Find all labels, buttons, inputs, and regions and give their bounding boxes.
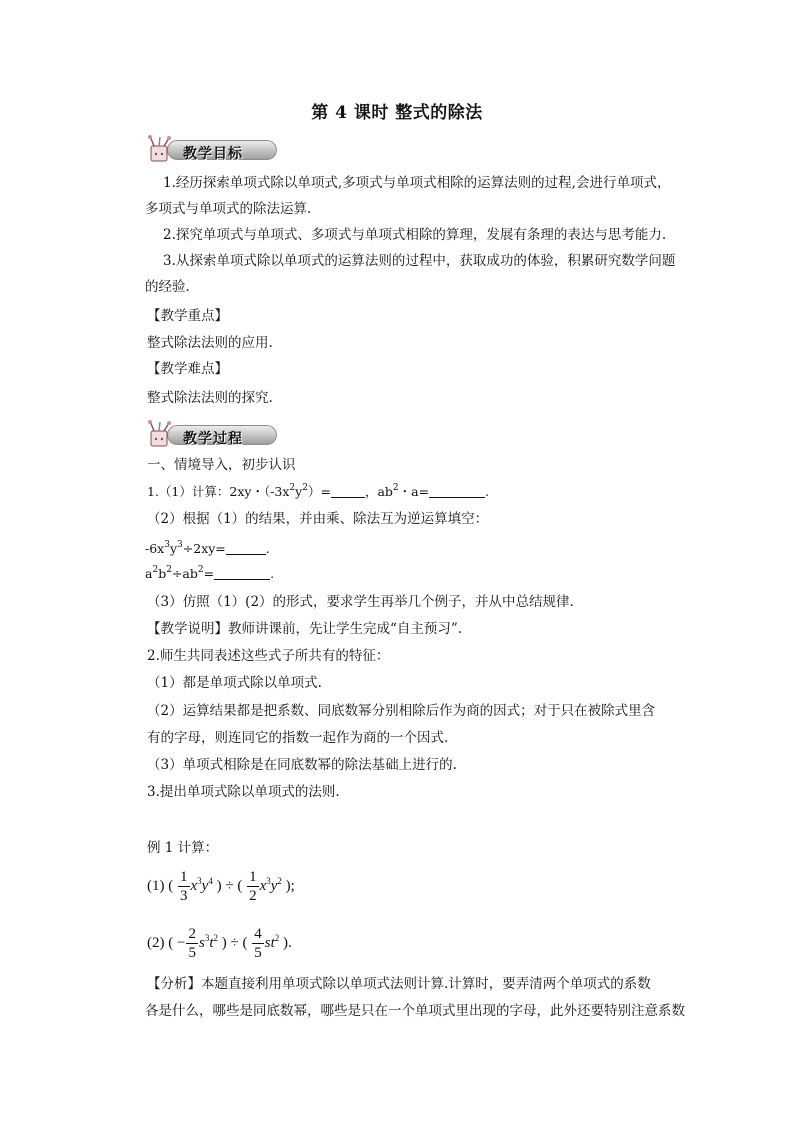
fraction-two-fifths: $\frac{2}{5}$ xyxy=(188,926,196,961)
question-2b: $a^2b^2\div ab^2=$ . xyxy=(145,565,275,581)
example-formula-2: (2) ( − $\frac{2}{5}$ $s^3t^2$ ) ÷ ( $\frac{4}{5}$ $st^2$ ). xyxy=(147,926,292,961)
process-point-2: 2.师生共同表述这些式子所共有的特征： xyxy=(147,648,390,664)
key-points-label: 【教学重点】 xyxy=(147,308,228,324)
fraction-one-half: $\frac{1}{2}$ xyxy=(249,869,257,904)
question-2a: $-6x^3y^3\div 2xy=$ . xyxy=(145,540,270,556)
goal-3-line-1: 3.从探索单项式除以单项式的运算法则的过程中，获取成功的体验，积累研究数学问题 xyxy=(163,253,676,269)
question-2: （2）根据（1）的结果，并由乘、除法互为逆运算填空： xyxy=(147,511,489,527)
question-1: 1.（1）计算：2xy・$(-3x^2y^2)=$ ，$ab^2$・a= . xyxy=(147,483,490,499)
goal-1-line-1: 1.经历探索单项式除以单项式,多项式与单项式相除的运算法则的过程,会进行单项式， xyxy=(163,175,671,191)
pencil-cup-icon xyxy=(145,419,179,449)
feature-2-line-1: （2）运算结果都是把系数、同底数幂分别相除后作为商的因式；对于只在被除式里含 xyxy=(147,703,656,719)
feature-2-line-2: 有的字母，则连同它的指数一起作为商的一个因式. xyxy=(147,730,449,746)
fraction-one-third: $\frac{1}{3}$ xyxy=(180,869,188,904)
page-title: 第 4 课时 整式的除法 xyxy=(311,103,483,123)
goal-1-line-2: 多项式与单项式的除法运算. xyxy=(145,201,312,217)
analysis-line-2: 各是什么，哪些是同底数幂，哪些是只在一个单项式里出现的字母，此外还要特别注意系数 xyxy=(145,1003,685,1019)
answer-blank[interactable] xyxy=(226,541,266,555)
example-label: 例 1 计算： xyxy=(147,840,219,856)
section-header-process xyxy=(145,419,275,449)
goal-2: 2.探究单项式与单项式、多项式与单项式相除的算理，发展有条理的表达与思考能力. xyxy=(163,227,667,243)
feature-1: （1）都是单项式除以单项式. xyxy=(147,675,322,691)
process-section-1: 一、情境导入，初步认识 xyxy=(147,457,296,473)
fraction-four-fifths: $\frac{4}{5}$ xyxy=(254,926,262,961)
teaching-note: 【教学说明】教师讲课前，先让学生完成“自主预习”. xyxy=(147,621,463,637)
process-point-3: 3.提出单项式除以单项式的法则. xyxy=(147,784,340,800)
answer-blank[interactable] xyxy=(429,484,485,498)
answer-blank[interactable] xyxy=(331,484,365,498)
difficult-points-label: 【教学难点】 xyxy=(147,361,228,377)
goal-3-line-2: 的经验. xyxy=(145,279,190,295)
section-header-goals xyxy=(145,134,275,164)
example-formula-1: (1) ( $\frac{1}{3}$ $x^3y^4$ ) ÷ ( $\frac{1}{2}$ $x^3y^2$ ); xyxy=(147,869,295,904)
header-goals-label: 教学目标 xyxy=(183,146,243,162)
pencil-cup-icon xyxy=(145,134,179,164)
key-points-text: 整式除法法则的应用. xyxy=(147,335,273,351)
difficult-points-text: 整式除法法则的探究. xyxy=(147,390,273,406)
question-3: （3）仿照（1）(2）的形式，要求学生再举几个例子，并从中总结规律. xyxy=(147,594,574,610)
analysis-line-1: 【分析】本题直接利用单项式除以单项式法则计算.计算时，要弄清两个单项式的系数 xyxy=(147,976,651,992)
answer-blank[interactable] xyxy=(214,566,270,580)
feature-3: （3）单项式相除是在同底数幂的除法基础上进行的. xyxy=(147,757,457,773)
header-process-label: 教学过程 xyxy=(183,431,243,447)
